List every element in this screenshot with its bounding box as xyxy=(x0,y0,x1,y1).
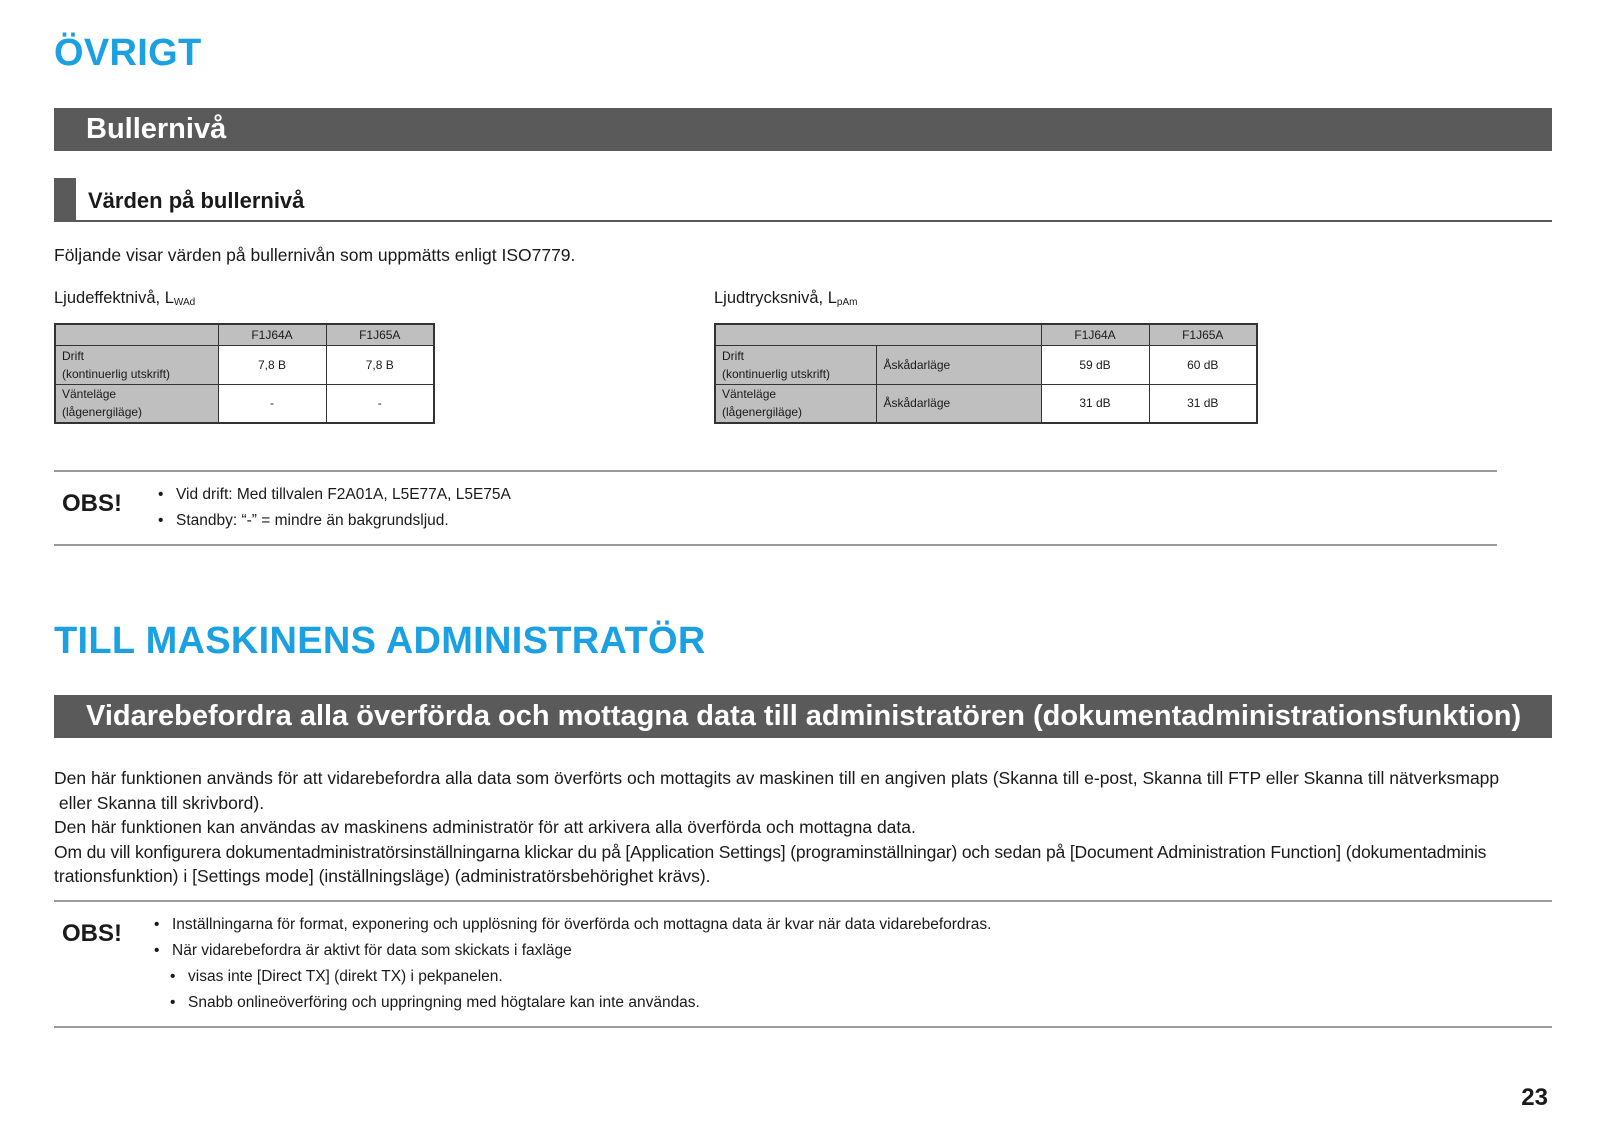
table-cell: 60 dB xyxy=(1149,345,1257,384)
section-bar-bullerniva xyxy=(54,108,1552,151)
obs-note-2 xyxy=(54,900,1552,1028)
row-label: Drift (kontinuerlig utskrift) xyxy=(715,345,877,384)
list-item: • Vid drift: Med tillvalen F2A01A, L5E77A, L5E75A xyxy=(158,482,511,508)
sound-pressure-table xyxy=(714,323,1258,424)
intro-text: Följande visar värden på bullernivån som uppmätts enligt ISO7779. xyxy=(54,245,576,265)
list-item: • När vidarebefordra är aktivt för data som skickats i faxläge xyxy=(154,938,991,964)
table-cell: 31 dB xyxy=(1149,384,1257,423)
row-label: Drift (kontinuerlig utskrift) xyxy=(55,345,218,384)
list-item: • Standby: “-” = mindre än bakgrundsljud. xyxy=(158,508,511,534)
section-title-ovrigt: ÖVRIGT xyxy=(54,32,202,74)
row-label: Vänteläge (lågenergiläge) xyxy=(55,384,218,423)
column-header: F1J64A xyxy=(218,324,326,345)
obs-note-1 xyxy=(54,470,1497,546)
table-left-label: Ljudeffektnivå, $L_{WAd}$ xyxy=(54,289,196,308)
table-cell: - xyxy=(218,384,326,423)
table-row xyxy=(715,384,1257,423)
section-bar-forwarding xyxy=(54,695,1552,738)
obs-title: OBS! xyxy=(62,490,122,517)
table-cell: 7,8 B xyxy=(218,345,326,384)
table-cell: - xyxy=(326,384,434,423)
list-sub-item: • Snabb onlineöverföring och uppringning med högtalare kan inte användas. xyxy=(170,990,991,1016)
row-position: Åskådarläge xyxy=(877,345,1041,384)
obs-list xyxy=(154,912,991,1016)
table-right-label: Ljudtrycksnivå, $L_{pAm}$ xyxy=(714,289,858,308)
column-header: F1J64A xyxy=(1041,324,1149,345)
subheading-marker xyxy=(54,178,76,220)
table-row xyxy=(55,384,434,423)
subheading xyxy=(54,178,1552,222)
section-title-administrator: TILL MASKINENS ADMINISTRATÖR xyxy=(54,620,706,662)
subheading-text: Värden på bullernivå xyxy=(88,188,305,213)
bar-title: Bullernivå xyxy=(86,113,227,145)
obs-title: OBS! xyxy=(62,920,122,947)
table-row xyxy=(715,345,1257,384)
row-position: Åskådarläge xyxy=(877,384,1041,423)
table-cell: 59 dB xyxy=(1041,345,1149,384)
page-number: 23 xyxy=(1521,1084,1548,1111)
table-cell: 31 dB xyxy=(1041,384,1149,423)
bar-title: Vidarebefordra alla överförda och mottagna data till administratören (dokumentadministrationsfunktion) xyxy=(86,700,1522,732)
forwarding-description: Den här funktionen används för att vidarebefordra alla data som överförts och mottagits av maskinen till en angiven plats (Skanna till e-post, Skanna till FTP eller Skanna till nätverksmapp eller Skanna till skrivbord). Den här funktionen kan användas av maskinens administratör för att arkivera alla överförda och mottagna data. Om du vill konfigurera dokumentadministratörsinställningarna klickar du på [Application Settings] (programinställningar) och sedan på [Document Administration Function] (dokumentadminis trationsfunktion) i [Settings mode] (inställningsläge) (administratörsbehörighet krävs). xyxy=(54,768,1500,886)
obs-list xyxy=(158,482,511,534)
row-label: Vänteläge (lågenergiläge) xyxy=(715,384,877,423)
table-row xyxy=(55,345,434,384)
column-header: F1J65A xyxy=(326,324,434,345)
list-sub-item: • visas inte [Direct TX] (direkt TX) i pekpanelen. xyxy=(170,964,991,990)
table-cell: 7,8 B xyxy=(326,345,434,384)
list-item: • Inställningarna för format, exponering och upplösning för överförda och mottagna data är kvar när data vidarebefordras. xyxy=(154,912,991,938)
column-header: F1J65A xyxy=(1149,324,1257,345)
sound-power-table xyxy=(54,323,435,424)
